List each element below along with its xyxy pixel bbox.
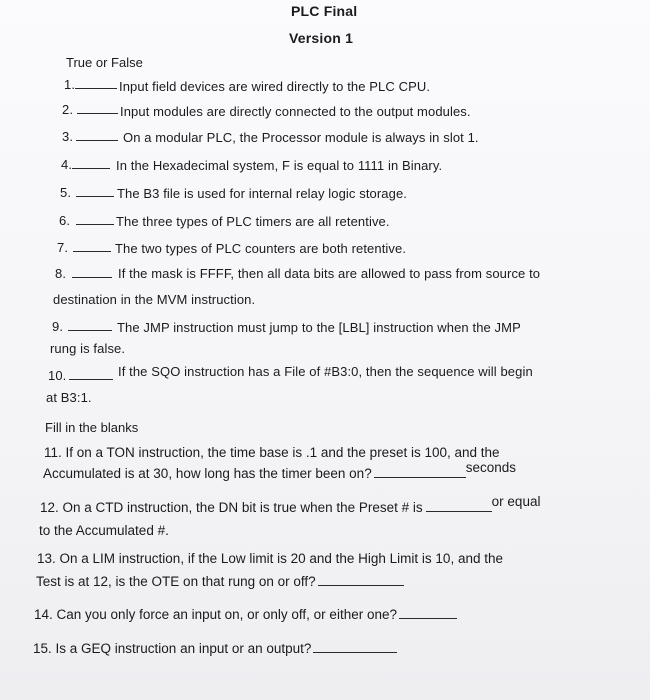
tf-item-number: 4. <box>61 157 73 172</box>
q11-answer-blank[interactable] <box>374 466 466 478</box>
tf-item-8-continuation: destination in the MVM instruction. <box>53 292 256 307</box>
q12-line2: to the Accumulated #. <box>39 523 169 538</box>
q12-line1 <box>40 494 541 515</box>
q15-answer-blank[interactable] <box>313 641 397 653</box>
tf-item-number: 1. <box>64 77 76 92</box>
tf-item-text: The two types of PLC counters are both retentive. <box>115 241 407 256</box>
tf-item-3 <box>62 129 479 145</box>
fill-in-heading: Fill in the blanks <box>45 420 139 435</box>
q11-prompt: Accumulated is at 30, how long has the timer been on? <box>43 466 372 481</box>
tf-item-10-continuation: at B3:1. <box>46 390 92 405</box>
tf-item-4 <box>61 157 443 173</box>
tf-item-1 <box>64 77 431 94</box>
true-false-heading: True or False <box>66 55 143 70</box>
q15 <box>33 641 397 656</box>
tf-item-number: 10. <box>48 368 67 383</box>
tf-item-text: Input modules are directly connected to the output modules. <box>120 104 471 119</box>
q14-answer-blank[interactable] <box>399 607 457 619</box>
tf-item-number: 2. <box>62 102 74 117</box>
q13-line2 <box>36 574 404 589</box>
tf-item-number: 8. <box>55 266 67 281</box>
q12-answer-blank[interactable] <box>426 500 492 512</box>
answer-blank[interactable] <box>76 129 118 141</box>
tf-item-10 <box>48 364 533 383</box>
tf-item-6 <box>59 213 390 229</box>
answer-blank[interactable] <box>76 213 114 225</box>
exam-title: PLC Final <box>291 3 358 19</box>
tf-item-7 <box>57 240 407 256</box>
answer-blank[interactable] <box>69 368 113 380</box>
q12-prompt: 12. On a CTD instruction, the DN bit is true when the Preset # is <box>40 500 423 515</box>
tf-item-text: The JMP instruction must jump to the [LBL] instruction when the JMP <box>117 320 521 335</box>
tf-item-8 <box>55 266 541 281</box>
q15-prompt: 15. Is a GEQ instruction an input or an output? <box>33 641 312 656</box>
answer-blank[interactable] <box>75 77 117 89</box>
answer-blank[interactable] <box>76 185 114 197</box>
tf-item-number: 9. <box>52 319 64 334</box>
tf-item-text: On a modular PLC, the Processor module is always in slot 1. <box>123 130 479 145</box>
tf-item-number: 7. <box>57 240 69 255</box>
answer-blank[interactable] <box>77 102 118 114</box>
q11-line2 <box>43 460 516 481</box>
answer-blank[interactable] <box>72 266 112 278</box>
tf-item-text: The three types of PLC timers are all retentive. <box>116 214 390 229</box>
answer-blank[interactable] <box>73 240 111 252</box>
answer-blank[interactable] <box>72 157 110 169</box>
tf-item-text: In the Hexadecimal system, F is equal to 1111 in Binary. <box>116 158 443 173</box>
tf-item-2 <box>62 102 471 119</box>
answer-blank[interactable] <box>68 319 112 331</box>
q12-suffix: or equal <box>491 494 541 509</box>
tf-item-text: Input field devices are wired directly to the PLC CPU. <box>119 79 431 94</box>
tf-item-text: If the mask is FFFF, then all data bits are allowed to pass from source to <box>118 266 541 281</box>
exam-version: Version 1 <box>289 30 354 46</box>
q14 <box>34 607 457 622</box>
tf-item-5 <box>60 185 407 201</box>
q13-line1: 13. On a LIM instruction, if the Low limit is 20 and the High Limit is 10, and the <box>37 551 503 566</box>
tf-item-number: 3. <box>62 129 74 144</box>
tf-item-text: If the SQO instruction has a File of #B3:0, then the sequence will begin <box>118 364 533 379</box>
tf-item-number: 5. <box>60 185 72 200</box>
tf-item-9 <box>52 319 521 335</box>
q11-unit: seconds <box>465 460 516 475</box>
tf-item-9-continuation: rung is false. <box>50 341 126 356</box>
q13-answer-blank[interactable] <box>318 574 404 586</box>
q11-line1: 11. If on a TON instruction, the time base is .1 and the preset is 100, and the <box>44 445 500 460</box>
tf-item-number: 6. <box>59 213 71 228</box>
tf-item-text: The B3 file is used for internal relay logic storage. <box>117 186 407 201</box>
q13-prompt: Test is at 12, is the OTE on that rung on or off? <box>36 574 316 589</box>
q14-prompt: 14. Can you only force an input on, or only off, or either one? <box>34 607 397 622</box>
